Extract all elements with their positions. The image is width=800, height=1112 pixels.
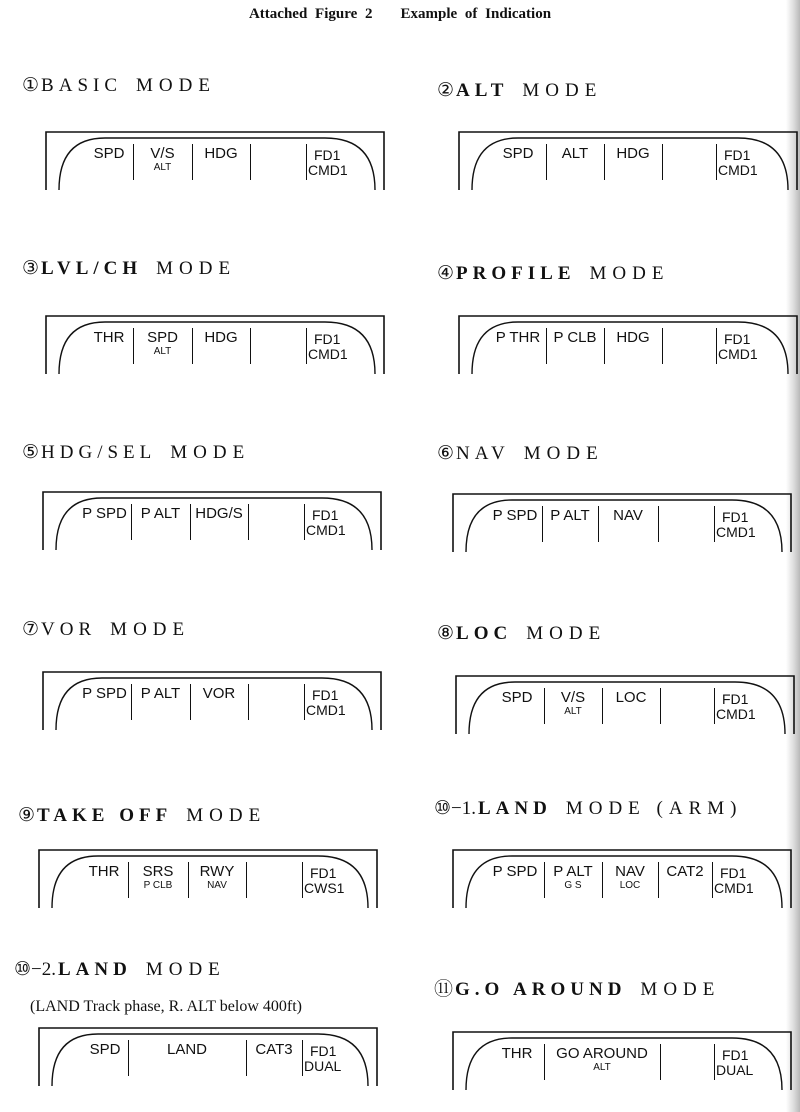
column-divider — [714, 688, 715, 724]
fma-column-1 — [85, 146, 133, 186]
fma-column-4 — [658, 508, 714, 548]
autopilot-status-text: CWS1 — [304, 880, 345, 896]
fma-mode-text: THR — [88, 863, 120, 880]
mode-number: ⑤ — [22, 442, 40, 463]
fma-panel-basic — [45, 130, 395, 190]
mode-label-basic — [22, 74, 216, 97]
fma-mode-text: HDG/S — [195, 505, 243, 522]
fma-column-4 — [246, 864, 302, 904]
fma-mode-text: RWY — [199, 863, 235, 880]
fma-mode-text: P ALT — [553, 863, 593, 880]
fma-column-4 — [248, 686, 304, 726]
flight-director-text: FD1 — [312, 507, 339, 523]
flight-director-text: FD1 — [314, 331, 341, 347]
fma-armed-text: LOC — [619, 880, 641, 891]
fd-status — [308, 148, 366, 178]
column-divider — [306, 144, 307, 180]
fma-column-2 — [131, 506, 190, 546]
mode-name: LAND — [478, 798, 552, 819]
fma-column-3 — [604, 330, 662, 370]
mode-label-alt — [437, 79, 602, 102]
fma-column-1 — [78, 506, 131, 546]
flight-director-text: FD1 — [310, 865, 337, 881]
mode-name: NAV — [456, 443, 510, 464]
fma-column-3 — [192, 330, 250, 370]
mode-name: VOR — [41, 619, 97, 640]
figure-caption: Example of Indication — [400, 6, 552, 22]
mode-number: ② — [437, 80, 455, 101]
fma-panel-loc — [455, 674, 800, 734]
fma-mode-text: VOR — [202, 685, 236, 702]
column-divider — [302, 862, 303, 898]
fma-mode-text: THR — [93, 329, 125, 346]
fma-mode-text: CAT3 — [255, 1041, 293, 1058]
fma-column-3 — [602, 690, 660, 730]
fd-status — [306, 688, 364, 718]
autopilot-status-text: CMD1 — [716, 706, 756, 722]
mode-number: ① — [22, 75, 40, 96]
fma-column-3 — [602, 864, 658, 904]
fma-column-2 — [542, 508, 598, 548]
flight-director-text: FD1 — [724, 147, 751, 163]
mode-word: MODE (ARM) — [565, 798, 743, 819]
fma-mode-text: SPD — [89, 1041, 121, 1058]
column-divider — [304, 504, 305, 540]
fma-column-1 — [488, 508, 542, 548]
mode-word: MODE — [522, 80, 603, 101]
mode-name: HDG/SEL — [41, 442, 157, 463]
mode-label-g-o-around — [434, 974, 720, 1001]
mode-word: MODE — [156, 258, 237, 279]
mode-name: TAKE OFF — [37, 805, 173, 826]
column-divider — [304, 684, 305, 720]
fma-panel-g-o-around — [452, 1030, 800, 1090]
mode-number: ⑪ — [434, 979, 454, 1000]
mode-name: LOC — [456, 623, 513, 644]
fd-status — [718, 332, 776, 362]
fma-column-2 — [133, 146, 192, 186]
autopilot-status-text: CMD1 — [718, 346, 758, 362]
mode-label-loc — [437, 622, 606, 645]
mode-note: (LAND Track phase, R. ALT below 400ft) — [30, 998, 302, 1015]
mode-number: ⑩−1. — [434, 798, 476, 819]
fma-column-2 — [133, 330, 192, 370]
fd-status — [716, 510, 774, 540]
fma-mode-text: LOC — [615, 689, 647, 706]
autopilot-status-text: DUAL — [716, 1062, 754, 1078]
mode-number: ⑦ — [22, 619, 40, 640]
mode-label-vor — [22, 618, 190, 641]
fma-column-1 — [490, 690, 544, 730]
fma-mode-text: P ALT — [140, 685, 181, 702]
fma-panel-land — [38, 1026, 388, 1086]
mode-number: ⑧ — [437, 623, 455, 644]
fma-mode-text: P SPD — [82, 685, 127, 702]
mode-number: ③ — [22, 258, 40, 279]
mode-label-lvl-ch — [22, 257, 236, 280]
fma-mode-text: LAND — [166, 1041, 207, 1058]
mode-word: MODE — [145, 959, 226, 980]
fma-mode-text: HDG — [204, 145, 238, 162]
fma-column-4 — [250, 330, 306, 370]
fma-armed-text: ALT — [153, 346, 172, 357]
fma-mode-text: P SPD — [82, 505, 127, 522]
mode-label-nav — [437, 442, 604, 465]
fma-mode-text: P CLB — [553, 329, 597, 346]
fma-mode-text: THR — [501, 1045, 533, 1062]
fma-mode-text: CAT2 — [666, 863, 704, 880]
mode-number: ⑩−2. — [14, 959, 56, 980]
column-divider — [302, 1040, 303, 1076]
fma-column-3 — [192, 146, 250, 186]
mode-name: LVL/CH — [41, 258, 143, 279]
mode-word: MODE — [110, 619, 191, 640]
fma-mode-text: SRS — [142, 863, 174, 880]
mode-label-take-off — [18, 804, 266, 827]
fma-column-3 — [598, 508, 658, 548]
mode-word: MODE — [526, 623, 607, 644]
mode-number: ⑥ — [437, 443, 455, 464]
figure-title — [0, 6, 800, 23]
fma-column-1 — [490, 1046, 544, 1086]
fma-mode-text: SPD — [501, 689, 533, 706]
mode-name: G.O AROUND — [455, 979, 627, 1000]
fma-mode-text: NAV — [615, 863, 645, 880]
fma-column-2 — [128, 864, 188, 904]
mode-word: MODE — [523, 443, 604, 464]
fma-column-2 — [544, 864, 602, 904]
column-divider — [714, 506, 715, 542]
column-divider — [712, 862, 713, 898]
fma-mode-text: P THR — [495, 329, 541, 346]
fma-mode-text: ALT — [561, 145, 589, 162]
flight-director-text: FD1 — [314, 147, 341, 163]
fd-status — [304, 1044, 362, 1074]
fma-panel-vor — [42, 670, 392, 730]
mode-label-land — [14, 958, 226, 981]
fma-armed-text: G S — [564, 880, 582, 891]
autopilot-status-text: DUAL — [304, 1058, 342, 1074]
autopilot-status-text: CMD1 — [714, 880, 754, 896]
flight-director-text: FD1 — [310, 1043, 337, 1059]
fma-column-3 — [246, 1042, 302, 1082]
mode-label-hdg-sel — [22, 441, 250, 464]
fma-column-2 — [544, 690, 602, 730]
fma-column-4 — [658, 864, 712, 904]
fma-column-3 — [660, 1046, 714, 1086]
mode-word: MODE — [589, 263, 670, 284]
fma-column-4 — [248, 506, 304, 546]
fma-column-4 — [662, 330, 716, 370]
fd-status — [304, 866, 362, 896]
autopilot-status-text: CMD1 — [308, 162, 348, 178]
fma-column-3 — [604, 146, 662, 186]
mode-name: ALT — [456, 80, 509, 101]
fma-column-3 — [188, 864, 246, 904]
fma-panel-take-off — [38, 848, 388, 908]
fma-mode-text: HDG — [616, 145, 650, 162]
fd-status — [714, 866, 772, 896]
flight-director-text: FD1 — [722, 691, 749, 707]
fma-armed-text: NAV — [207, 880, 227, 891]
fma-panel-nav — [452, 492, 800, 552]
fma-column-2 — [131, 686, 190, 726]
fma-column-1 — [80, 864, 128, 904]
fma-mode-text: P SPD — [492, 863, 538, 880]
fma-mode-text: P SPD — [492, 507, 538, 524]
flight-director-text: FD1 — [722, 1047, 749, 1063]
mode-number: ⑨ — [18, 805, 36, 826]
fd-status — [716, 1048, 774, 1078]
fma-armed-text: P CLB — [143, 880, 173, 891]
fma-column-2 — [546, 330, 604, 370]
fma-panel-alt — [458, 130, 800, 190]
mode-label-profile — [437, 262, 669, 285]
fma-mode-text: GO AROUND — [556, 1045, 648, 1062]
fma-column-4 — [662, 146, 716, 186]
fma-panel-hdg-sel — [42, 490, 392, 550]
flight-director-text: FD1 — [312, 687, 339, 703]
fma-armed-text: ALT — [564, 706, 582, 717]
column-divider — [716, 144, 717, 180]
fma-column-1 — [490, 330, 546, 370]
mode-word: MODE — [640, 979, 721, 1000]
fma-column-4 — [660, 690, 714, 730]
fma-column-1 — [82, 1042, 128, 1082]
flight-director-text: FD1 — [722, 509, 749, 525]
fma-mode-text: SPD — [93, 145, 125, 162]
fma-column-1 — [85, 330, 133, 370]
mode-name: BASIC — [41, 75, 123, 96]
fma-panel-profile — [458, 314, 800, 374]
column-divider — [306, 328, 307, 364]
fma-mode-text: HDG — [204, 329, 238, 346]
mode-name: LAND — [58, 959, 132, 980]
fma-armed-text: ALT — [593, 1062, 611, 1073]
fma-mode-text: P ALT — [550, 507, 590, 524]
autopilot-status-text: CMD1 — [306, 522, 346, 538]
fma-column-2 — [128, 1042, 246, 1082]
fma-mode-text: SPD — [147, 329, 178, 346]
fma-mode-text: NAV — [613, 507, 643, 524]
fma-mode-text: V/S — [150, 145, 175, 162]
flight-director-text: FD1 — [724, 331, 751, 347]
mode-word: MODE — [186, 805, 267, 826]
flight-director-text: FD1 — [720, 865, 747, 881]
fma-armed-text: ALT — [153, 162, 172, 173]
fd-status — [308, 332, 366, 362]
mode-word: MODE — [170, 442, 251, 463]
fma-column-1 — [78, 686, 131, 726]
fma-panel-land — [452, 848, 800, 908]
autopilot-status-text: CMD1 — [718, 162, 758, 178]
fd-status — [716, 692, 774, 722]
fma-column-3 — [190, 686, 248, 726]
fma-column-2 — [544, 1046, 660, 1086]
autopilot-status-text: CMD1 — [306, 702, 346, 718]
mode-label-land — [434, 797, 742, 820]
fma-column-3 — [190, 506, 248, 546]
fma-mode-text: HDG — [616, 329, 650, 346]
fd-status — [306, 508, 364, 538]
fma-mode-text: V/S — [560, 689, 586, 706]
mode-name: PROFILE — [456, 263, 576, 284]
fma-column-1 — [486, 864, 544, 904]
fma-mode-text: P ALT — [140, 505, 181, 522]
fma-mode-text: SPD — [502, 145, 534, 162]
autopilot-status-text: CMD1 — [308, 346, 348, 362]
fma-column-1 — [490, 146, 546, 186]
fma-column-2 — [546, 146, 604, 186]
autopilot-status-text: CMD1 — [716, 524, 756, 540]
column-divider — [716, 328, 717, 364]
figure-number: Attached Figure 2 — [248, 6, 373, 22]
mode-number: ④ — [437, 263, 455, 284]
column-divider — [714, 1044, 715, 1080]
fd-status — [718, 148, 776, 178]
mode-word: MODE — [136, 75, 216, 96]
fma-panel-lvl-ch — [45, 314, 395, 374]
fma-column-4 — [250, 146, 306, 186]
